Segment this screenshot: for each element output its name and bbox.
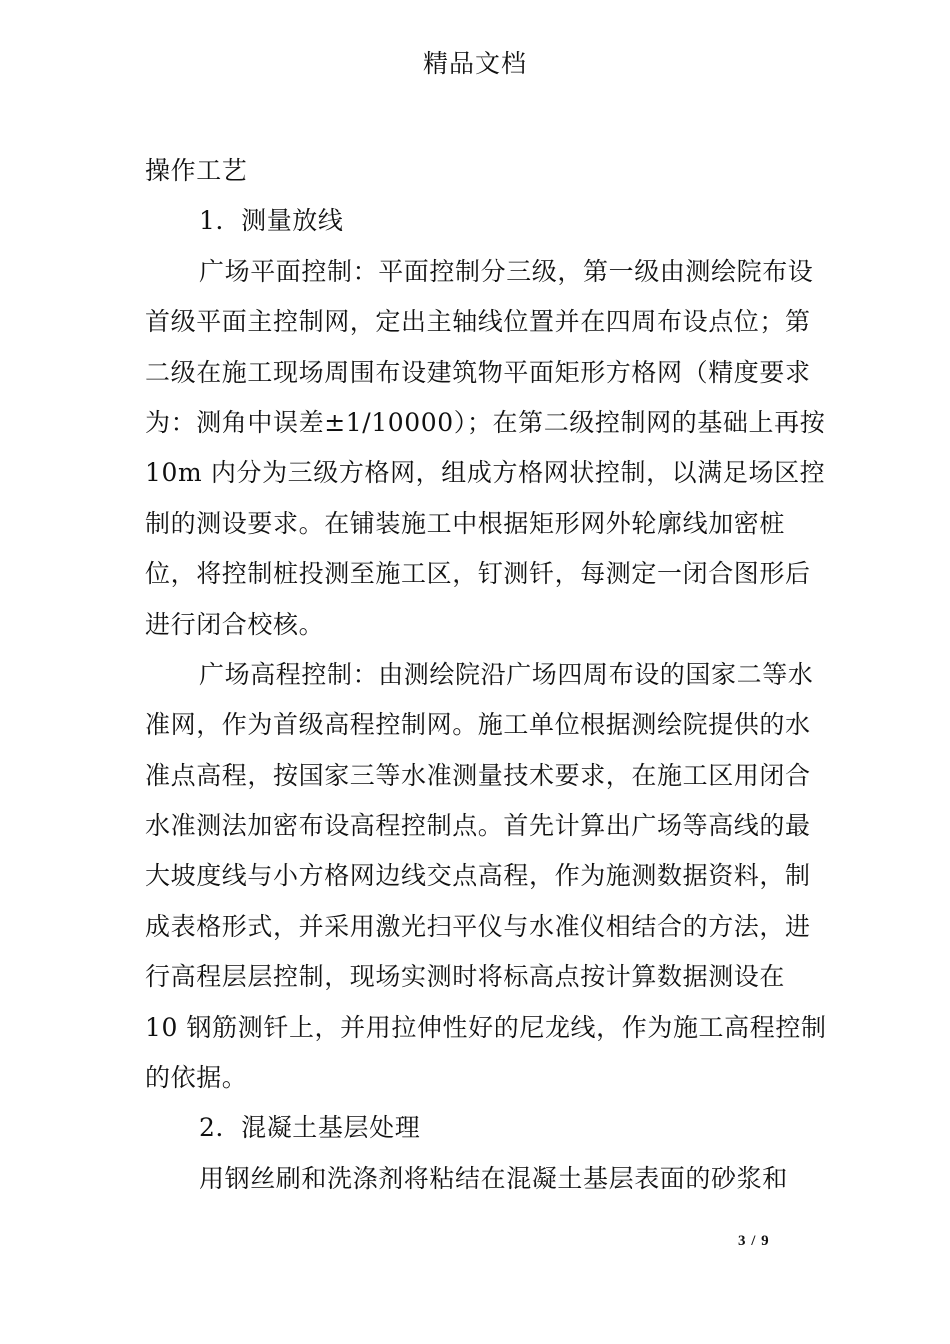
page-number: 3 / 9 xyxy=(738,1233,770,1249)
paragraph-line: 行高程层层控制，现场实测时将标高点按计算数据测设在 xyxy=(145,962,786,992)
subsection-heading: 2．混凝土基层处理 xyxy=(199,1113,421,1143)
section-heading: 操作工艺 xyxy=(145,156,248,185)
document-body xyxy=(145,146,827,1204)
paragraph-line: 大坡度线与小方格网边线交点高程，作为施测数据资料，制 xyxy=(145,861,811,891)
paragraph-line: 广场高程控制：由测绘院沿广场四周布设的国家二等水 xyxy=(199,659,814,689)
paragraph-line: 成表格形式，并采用激光扫平仪与水准仪相结合的方法，进 xyxy=(145,911,811,941)
paragraph-line: 10m 内分为三级方格网，组成方格网状控制，以满足场区控 xyxy=(145,458,826,488)
subsection-heading: 1．测量放线 xyxy=(199,206,344,236)
paragraph-line: 首级平面主控制网，定出主轴线位置并在四周布设点位；第 xyxy=(145,307,811,337)
paragraph-line: 二级在施工现场周围布设建筑物平面矩形方格网（精度要求 xyxy=(145,357,811,387)
paragraph-line: 准网，作为首级高程控制网。施工单位根据测绘院提供的水 xyxy=(145,710,811,740)
paragraph-line: 为：测角中误差±1/10000）；在第二级控制网的基础上再按 xyxy=(145,407,826,437)
paragraph-line: 进行闭合校核。 xyxy=(145,609,325,639)
paragraph-line: 制的测设要求。在铺装施工中根据矩形网外轮廓线加密桩 xyxy=(145,508,786,538)
paragraph-line: 水准测法加密布设高程控制点。首先计算出广场等高线的最 xyxy=(145,811,811,841)
paragraph-line: 10 钢筋测钎上，并用拉伸性好的尼龙线，作为施工高程控制 xyxy=(145,1012,827,1042)
page-header-title: 精品文档 xyxy=(422,49,527,78)
paragraph-line: 位，将控制桩投测至施工区，钉测钎，每测定一闭合图形后 xyxy=(145,559,811,589)
paragraph-line: 的依据。 xyxy=(145,1063,248,1093)
paragraph-line: 用钢丝刷和洗涤剂将粘结在混凝土基层表面的砂浆和 xyxy=(199,1163,788,1193)
paragraph-line: 广场平面控制：平面控制分三级，第一级由测绘院布设 xyxy=(199,256,814,286)
paragraph-line: 准点高程，按国家三等水准测量技术要求，在施工区用闭合 xyxy=(145,760,811,790)
